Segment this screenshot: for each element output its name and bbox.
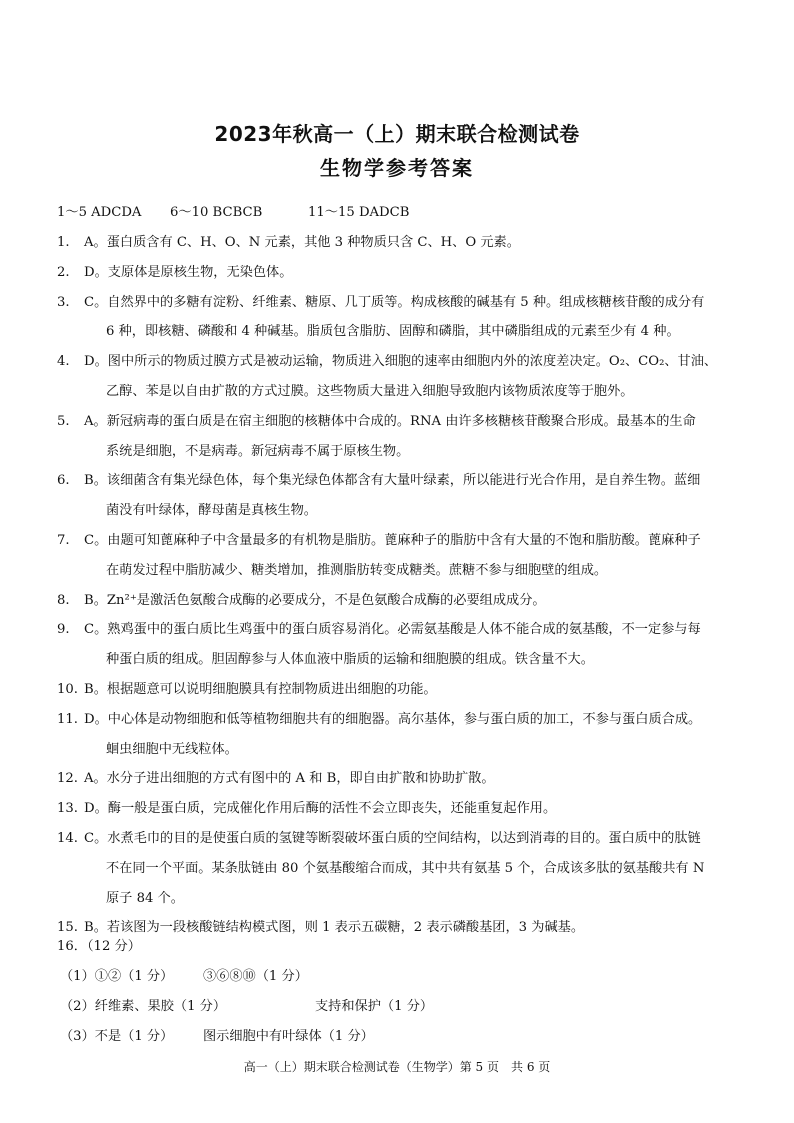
answer-text-continued: 乙醇、苯是以自由扩散的方式过膜。这些物质大量进入细胞导致胞内该物质浓度等于胞外。 (106, 384, 634, 399)
answer-number: 1. (57, 235, 70, 250)
answer-text: A。水分子进出细胞的方式有图中的 A 和 B，即自由扩散和协助扩散。 (84, 771, 495, 787)
answer-number: 9. (57, 622, 70, 638)
answer-number: 13. (57, 801, 78, 817)
answer-number: 2. (57, 264, 70, 280)
answer-number: 3. (57, 294, 70, 310)
answer-text: B。Zn²⁺是激活色氨酸合成酶的必要成分，不是色氨酸合成酶的必要组成成分。 (84, 592, 546, 608)
q16-part-3 (60, 1028, 374, 1046)
answer-text: B。若该图为一段核酸链结构模式图，则 1 表示五碳糖，2 表示磷酸基团，3 为碱基。 (84, 920, 585, 936)
answer-text: D。酶一般是蛋白质，完成催化作用后酶的活性不会立即丧失，还能重复起作用。 (84, 801, 557, 817)
answer-number: 4. (57, 354, 70, 370)
answer-number: 8. (57, 592, 70, 608)
q16-part-1 (60, 968, 308, 986)
answer-text-continued: 6 种，即核糖、磷酸和 4 种碱基。脂质包含脂肪、固醇和磷脂，其中磷脂组成的元素至少有 4 种。 (106, 324, 680, 340)
answer-number: 5. (57, 413, 70, 429)
answer-text-continued: 菌没有叶绿体，酵母菌是真核生物。 (106, 503, 317, 519)
q16-part-2-a: （2）纤维素、果胶（1 分） (60, 999, 227, 1014)
answer-text-continued: 在萌发过程中脂肪减少、糖类增加，推测脂肪转变成糖类。蔗糖不参与细胞壁的组成。 (106, 562, 608, 578)
q16-part-3-a: （3）不是（1 分） (60, 1029, 174, 1044)
mc-answer-group: 11～15 DADCB (308, 205, 410, 220)
page-title: 2023年秋高一（上）期末联合检测试卷 (214, 122, 580, 146)
answer-text-continued: 蛔虫细胞中无线粒体。 (106, 741, 238, 757)
answer-text-continued: 不在同一个平面。某条肽链由 80 个氨基酸缩合而成，其中共有氨基 5 个，合成该多肽的氨基酸共有 N (106, 860, 705, 876)
page-footer: 高一（上）期末联合检测试卷（生物学）第 5 页 共 6 页 (243, 1060, 551, 1074)
mc-answer-group: 1～5 ADCDA (57, 205, 142, 220)
answer-number: 15. (57, 920, 78, 936)
answer-text: C。自然界中的多糖有淀粉、纤维素、糖原、几丁质等。构成核酸的碱基有 5 种。组成核糖核苷酸的成分有 (84, 294, 705, 310)
answer-text: C。熟鸡蛋中的蛋白质比生鸡蛋中的蛋白质容易消化。必需氨基酸是人体不能合成的氨基酸，不一定参与每 (84, 622, 701, 638)
mc-answer-group: 6～10 BCBCB (170, 205, 263, 220)
answer-text: C。由题可知蓖麻种子中含量最多的有机物是脂肪。蓖麻种子的脂肪中含有大量的不饱和脂肪酸。蓖麻种子 (84, 533, 701, 548)
answer-number: 14. (57, 831, 78, 846)
answer-number: 6. (57, 473, 70, 489)
answer-text-continued: 种蛋白质的组成。胆固醇参与人体血液中脂质的运输和细胞膜的组成。铁含量不大。 (106, 652, 594, 668)
answer-text-continued: 系统是细胞，不是病毒。新冠病毒不属于原核生物。 (106, 443, 410, 459)
answer-text: D。图中所示的物质过膜方式是被动运输，物质进入细胞的速率由细胞内外的浓度差决定。O₂、CO₂、甘油、 (84, 354, 718, 370)
answer-number: 11. (57, 711, 78, 727)
answer-text: D。支原体是原核生物，无染色体。 (84, 264, 293, 280)
answer-text: B。该细菌含有集光绿色体，每个集光绿色体都含有大量叶绿素，所以能进行光合作用，是自养生物。蓝细 (84, 473, 701, 489)
answer-text: C。水煮毛巾的目的是使蛋白质的氢键等断裂破坏蛋白质的空间结构，以达到消毒的目的。蛋白质中的肽链 (84, 831, 701, 846)
answer-text-continued: 原子 84 个。 (106, 890, 184, 906)
answer-text: B。根据题意可以说明细胞膜具有控制物质进出细胞的功能。 (84, 682, 437, 697)
q16-part-1-b: ③⑥⑧⑩（1 分） (203, 969, 308, 984)
answer-number: 7. (57, 533, 70, 548)
page-subtitle: 生物学参考答案 (320, 156, 474, 180)
q16-part-1-a: （1）①②（1 分） (60, 969, 174, 984)
answer-number: 10. (57, 682, 78, 697)
q16-part-2-b: 支持和保护（1 分） (315, 999, 434, 1014)
answer-number: 12. (57, 771, 78, 787)
q16-heading: 16．（12 分） (57, 939, 141, 954)
q16-part-2 (60, 998, 433, 1016)
answer-text: D。中心体是动物细胞和低等植物细胞共有的细胞器。高尔基体，参与蛋白质的加工，不参与蛋白质合成。 (84, 711, 702, 727)
answer-text: A。蛋白质含有 C、H、O、N 元素，其他 3 种物质只含 C、H、O 元素。 (84, 235, 520, 250)
answer-text: A。新冠病毒的蛋白质是在宿主细胞的核糖体中合成的。RNA 由许多核糖核苷酸聚合形成。最基本的生命 (84, 413, 696, 429)
mc-answers (57, 204, 409, 222)
q16-part-3-b: 图示细胞中有叶绿体（1 分） (203, 1029, 374, 1044)
